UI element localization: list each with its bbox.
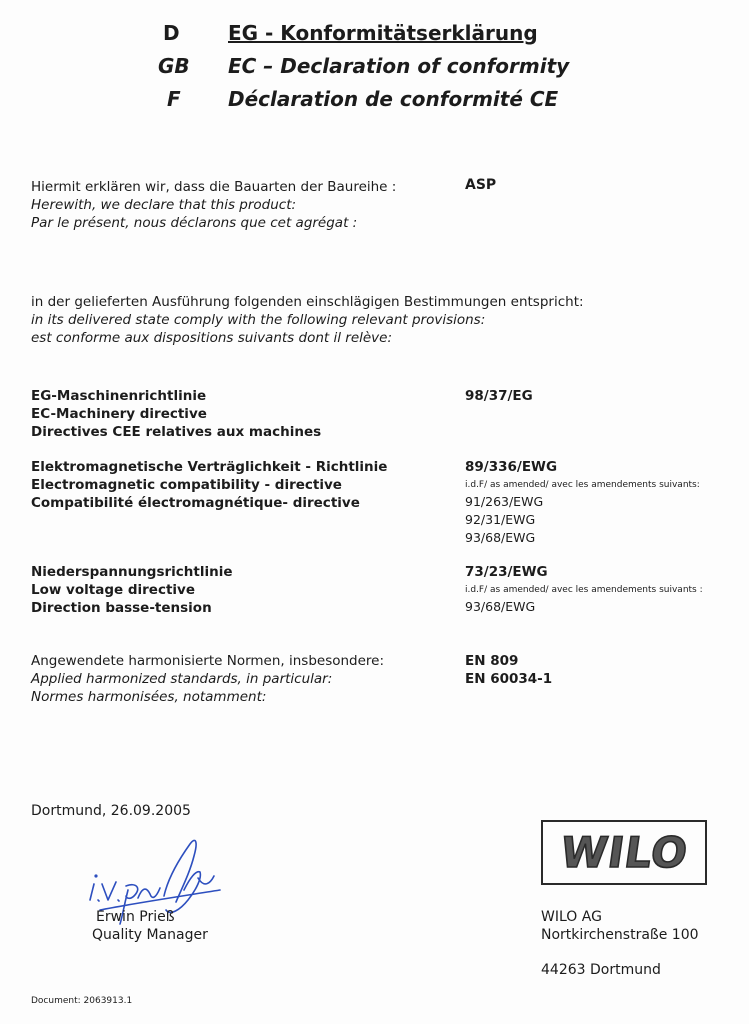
directive-machinery-en: EC-Machinery directive [31,406,207,422]
title-de: EG - Konformitätserklärung [228,21,538,45]
declaration-en: Herewith, we declare that this product: [31,197,297,213]
logo-wordmark: WILO [557,828,691,877]
company-street: Nortkirchenstraße 100 [541,927,699,943]
lang-code-gb: GB [158,54,190,78]
lang-code-f: F [167,87,181,111]
directive-lv-fr: Direction basse-tension [31,600,212,616]
directive-emc-amend-note: i.d.F/ as amended/ avec les amendements suivants: [465,480,700,490]
company-city: 44263 Dortmund [541,962,661,978]
signatory-name: Erwin Prieß [96,909,175,925]
directive-lv-amend-note: i.d.F/ as amended/ avec les amendements suivants : [465,585,703,595]
standards-fr: Normes harmonisées, notamment: [31,689,267,705]
directive-emc-code: 89/336/EWG [465,459,558,475]
directive-lv-code: 73/23/EWG [465,564,548,580]
provisions-en: in its delivered state comply with the following relevant provisions: [31,312,486,328]
directive-machinery-code: 98/37/EG [465,388,533,404]
directive-emc-amendment: 92/31/EWG [465,512,536,527]
title-fr: Déclaration de conformité CE [228,87,559,111]
provisions-de: in der gelieferten Ausführung folgenden einschlägigen Bestimmungen entspricht: [31,294,584,310]
directive-lv-en: Low voltage directive [31,582,195,598]
standard-item: EN 60034-1 [465,671,553,687]
directive-emc-amendment: 91/263/EWG [465,494,544,509]
document-reference: Document: 2063913.1 [31,996,133,1006]
company-name: WILO AG [541,909,602,925]
directive-emc-amendment: 93/68/EWG [465,530,536,545]
directive-lv-de: Niederspannungsrichtlinie [31,564,233,580]
directive-emc-en: Electromagnetic compatibility - directive [31,477,342,493]
directive-lv-amendment: 93/68/EWG [465,599,536,614]
standards-de: Angewendete harmonisierte Normen, insbesondere: [31,653,385,669]
place-date: Dortmund, 26.09.2005 [31,803,191,819]
company-logo [541,820,707,885]
standard-item: EN 809 [465,653,519,669]
directive-emc-de: Elektromagnetische Verträglichkeit - Richtlinie [31,459,388,475]
signatory-role: Quality Manager [92,927,208,943]
standards-en: Applied harmonized standards, in particular: [31,671,333,687]
product-series: ASP [465,177,497,193]
directive-machinery-de: EG-Maschinenrichtlinie [31,388,207,404]
directive-machinery-fr: Directives CEE relatives aux machines [31,424,322,440]
declaration-de: Hiermit erklären wir, dass die Bauarten der Baureihe : [31,179,397,195]
provisions-fr: est conforme aux dispositions suivants dont il relève: [31,330,393,346]
declaration-fr: Par le présent, nous déclarons que cet agrégat : [31,215,358,231]
lang-code-d: D [163,21,180,45]
directive-emc-fr: Compatibilité électromagnétique- directive [31,495,360,511]
title-en: EC – Declaration of conformity [228,54,570,78]
